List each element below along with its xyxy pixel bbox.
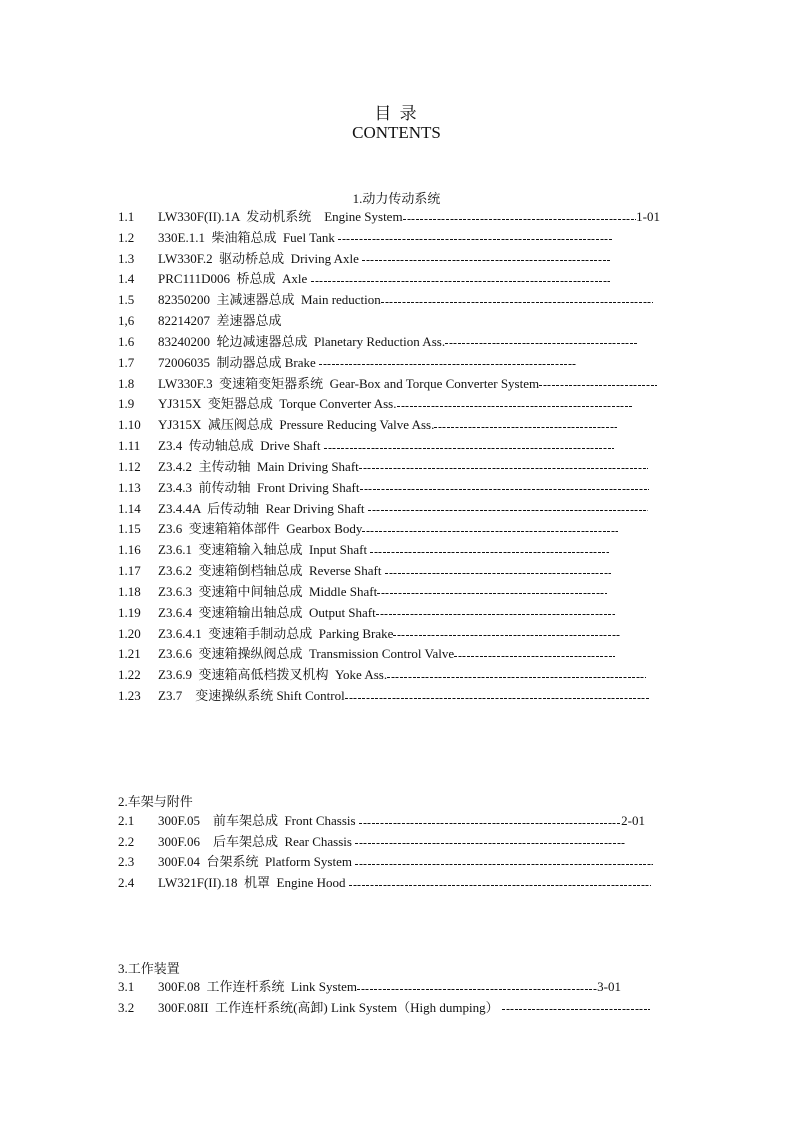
section-heading-3: 3.工作装置	[118, 961, 180, 976]
toc-entry[interactable]	[118, 500, 648, 518]
dot-leader	[370, 552, 609, 553]
title-contents: CONTENTS	[352, 123, 441, 142]
entry-number: 1,6	[118, 313, 135, 329]
entry-number: 1.4	[118, 271, 135, 287]
toc-entry[interactable]	[118, 833, 625, 851]
entry-page-number: 3-01	[597, 979, 621, 994]
toc-entry[interactable]	[118, 395, 633, 413]
entry-number: 1.22	[118, 667, 141, 683]
entry-title: Z3.4.3 前传动轴 Front Driving Shaft	[158, 479, 360, 495]
dot-leader	[445, 343, 637, 344]
dot-leader	[397, 406, 634, 407]
entry-number: 1.10	[118, 417, 141, 433]
toc-entry[interactable]	[118, 208, 660, 226]
toc-entry[interactable]	[118, 687, 650, 705]
title-chinese: 目 录	[374, 104, 419, 123]
entry-number: 1.1	[118, 209, 135, 224]
entry-title: Z3.6.4.1 变速箱手制动总成 Parking Brake	[158, 625, 394, 641]
toc-entry[interactable]	[118, 520, 618, 538]
entry-number: 1.7	[118, 354, 135, 370]
entry-page-number: 1-01	[636, 209, 660, 224]
entry-number: 1.17	[118, 563, 141, 579]
entry-title: Z3.6 变速箱箱体部件 Gearbox Body	[158, 521, 363, 537]
dot-leader	[359, 823, 621, 824]
entry-title: Z3.6.1 变速箱输入轴总成 Input Shaft	[158, 542, 371, 558]
entry-number: 1.20	[118, 625, 141, 641]
entry-title: 300F.08II 工作连杆系统(高卸) Link System（High dumping）	[158, 999, 502, 1015]
dot-leader	[360, 489, 650, 490]
dot-leader	[355, 864, 653, 865]
toc-entry[interactable]	[118, 458, 648, 476]
dot-leader	[377, 593, 607, 594]
entry-title: PRC111D006 桥总成 Axle	[158, 271, 311, 287]
entry-number: 1.9	[118, 396, 135, 412]
dot-leader	[393, 635, 620, 636]
toc-entry[interactable]	[118, 604, 615, 622]
entry-title: Z3.4 传动轴总成 Drive Shaft	[158, 438, 324, 454]
entry-title: LW321F(II).18 机罩 Engine Hood	[158, 875, 349, 891]
toc-entry[interactable]	[118, 625, 620, 643]
entry-title: YJ315X 减压阀总成 Pressure Reducing Valve Ass.	[158, 417, 435, 433]
toc-entry[interactable]	[118, 999, 650, 1017]
entry-number: 1.15	[118, 521, 141, 537]
dot-leader	[359, 468, 648, 469]
toc-entry[interactable]	[118, 562, 611, 580]
entry-title: 72006035 制动器总成 Brake	[158, 354, 320, 370]
entry-number: 1.16	[118, 542, 141, 558]
dot-leader	[434, 427, 617, 428]
dot-leader	[362, 260, 610, 261]
entry-title: Z3.6.4 变速箱输出轴总成 Output Shaft	[158, 604, 376, 620]
toc-entry[interactable]	[118, 437, 614, 455]
toc-entry[interactable]	[118, 312, 282, 330]
toc-entry[interactable]	[118, 812, 645, 830]
dot-leader	[319, 364, 577, 365]
dot-leader	[539, 385, 657, 386]
entry-number: 1.3	[118, 250, 135, 266]
entry-number: 3.1	[118, 979, 135, 994]
entry-number: 1.23	[118, 688, 141, 704]
dot-leader	[345, 698, 650, 699]
entry-title: 82350200 主减速器总成 Main reduction	[158, 292, 381, 308]
dot-leader	[362, 531, 618, 532]
entry-number: 2.2	[118, 833, 135, 849]
dot-leader	[311, 281, 610, 282]
entry-title: 83240200 轮边减速器总成 Planetary Reduction Ass.	[158, 333, 446, 349]
entry-number: 1.6	[118, 333, 135, 349]
entry-title: Z3.6.3 变速箱中间轴总成 Middle Shaft	[158, 583, 378, 599]
entry-number: 1.11	[118, 438, 141, 454]
toc-entry[interactable]	[118, 874, 651, 892]
entry-title: Z3.6.2 变速箱倒档轴总成 Reverse Shaft	[158, 563, 385, 579]
toc-entry[interactable]	[118, 333, 637, 351]
toc-entry[interactable]	[118, 250, 610, 268]
entry-title: 82214207 差速器总成	[158, 313, 282, 329]
entry-title: YJ315X 变矩器总成 Torque Converter Ass.	[158, 396, 397, 412]
entry-number: 2.1	[118, 813, 135, 828]
toc-entry[interactable]	[118, 978, 621, 996]
entry-title: 300F.04 台架系统 Platform System	[158, 854, 356, 870]
entry-number: 2.3	[118, 854, 135, 870]
entry-number: 1.12	[118, 458, 141, 474]
entry-title: LW330F.2 驱动桥总成 Driving Axle	[158, 250, 363, 266]
entry-number: 1.14	[118, 500, 141, 516]
dot-leader	[338, 239, 612, 240]
dot-leader	[324, 448, 614, 449]
dot-leader	[368, 510, 648, 511]
entry-number: 1.5	[118, 292, 135, 308]
toc-entry[interactable]	[118, 229, 612, 247]
entry-title: 300F.08 工作连杆系统 Link System	[158, 979, 358, 994]
entry-number: 1.8	[118, 375, 135, 391]
entry-page-number: 2-01	[621, 813, 645, 828]
dot-leader	[502, 1009, 650, 1010]
entry-number: 3.2	[118, 999, 135, 1015]
dot-leader	[376, 614, 615, 615]
entry-title: Z3.7 变速操纵系统 Shift Control	[158, 688, 345, 704]
entry-number: 1.13	[118, 479, 141, 495]
entry-title: 300F.06 后车架总成 Rear Chassis	[158, 833, 356, 849]
entry-title: Z3.6.9 变速箱高低档拨叉机构 Yoke Ass.	[158, 667, 388, 683]
dot-leader	[385, 573, 611, 574]
toc-entry[interactable]	[118, 416, 617, 434]
dot-leader	[381, 302, 653, 303]
dot-leader	[357, 989, 597, 990]
entry-number: 2.4	[118, 875, 135, 891]
section-heading-1: 1.动力传动系统	[352, 191, 441, 206]
toc-entry[interactable]	[118, 291, 653, 309]
entry-title: 300F.05 前车架总成 Front Chassis	[158, 813, 359, 828]
dot-leader	[403, 219, 637, 220]
entry-number: 1.21	[118, 646, 141, 662]
toc-entry[interactable]	[118, 541, 609, 559]
toc-entry[interactable]	[118, 583, 607, 601]
dot-leader	[349, 885, 651, 886]
entry-number: 1.18	[118, 583, 141, 599]
toc-entry[interactable]	[118, 375, 657, 393]
entry-title: Z3.6.6 变速箱操纵阀总成 Transmission Control Valve	[158, 646, 455, 662]
toc-entry[interactable]	[118, 645, 615, 663]
toc-entry[interactable]	[118, 354, 577, 372]
toc-entry[interactable]	[118, 270, 610, 288]
toc-entry[interactable]	[118, 666, 646, 684]
dot-leader	[387, 677, 646, 678]
dot-leader	[454, 656, 615, 657]
toc-entry[interactable]	[118, 853, 653, 871]
section-heading-2: 2.车架与附件	[118, 794, 193, 809]
entry-title: Z3.4.2 主传动轴 Main Driving Shaft	[158, 458, 359, 474]
entry-number: 1.19	[118, 604, 141, 620]
entry-number: 1.2	[118, 229, 135, 245]
entry-title: Z3.4.4A 后传动轴 Rear Driving Shaft	[158, 500, 368, 516]
entry-title: LW330F(II).1A 发动机系统 Engine System	[158, 209, 403, 224]
toc-entry[interactable]	[118, 479, 649, 497]
dot-leader	[355, 843, 625, 844]
entry-title: 330E.1.1 柴油箱总成 Fuel Tank	[158, 229, 339, 245]
entry-title: LW330F.3 变速箱变矩器系统 Gear-Box and Torque Converter System	[158, 375, 540, 391]
